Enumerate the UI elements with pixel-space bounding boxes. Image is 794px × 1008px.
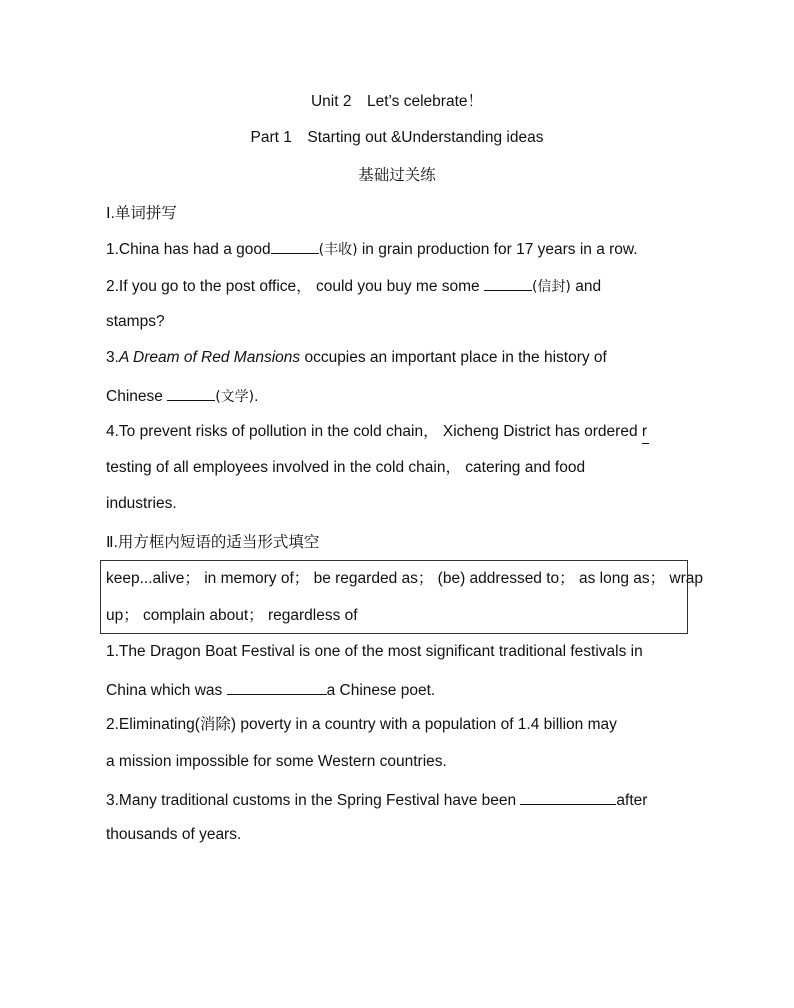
s1-q3-line2-post: . — [254, 388, 259, 405]
s1-question-3 — [106, 348, 607, 368]
phrase-box-line2: up； complain about； regardless of — [106, 607, 358, 624]
s2-q1-line2-pre: China which was — [106, 682, 227, 699]
s1-q4-line3: industries. — [106, 495, 177, 512]
phrase-box-line1: keep...alive； in memory of； be regarded as； (be) addressed to； as long as； wrap — [106, 570, 704, 587]
s1-q3-hint: (文学) — [215, 389, 255, 405]
part-title: Part 1 Starting out &Understanding ideas — [250, 129, 544, 146]
s2-q1-line1: 1.The Dragon Boat Festival is one of the most significant traditional festivals in — [106, 643, 643, 660]
s1-q4-r-blank[interactable]: r — [641, 423, 648, 440]
s1-q3-line2 — [106, 385, 258, 407]
s1-q2-pre: 2.If you go to the post office， could you buy me some — [106, 278, 484, 295]
s1-q1-pre: 1.China has had a good — [106, 241, 271, 258]
section-title: 基础过关练 — [358, 167, 436, 184]
s1-question-1 — [106, 238, 638, 260]
section2-heading: Ⅱ.用方框内短语的适当形式填空 — [106, 534, 320, 551]
s2-q1-line2-post: a Chinese poet. — [326, 682, 436, 699]
s2-q2-line2: a mission impossible for some Western countries. — [106, 753, 447, 770]
section1-heading: Ⅰ.单词拼写 — [106, 205, 177, 222]
s1-question-4 — [106, 422, 647, 442]
s1-q3-num: 3. — [106, 349, 119, 366]
s1-q2-post: and — [570, 278, 602, 295]
s2-q3-blank[interactable] — [520, 789, 616, 805]
s2-q1-line2 — [106, 679, 435, 701]
unit-title: Unit 2 Let’s celebrate！ — [310, 93, 484, 110]
s2-q3-pre: 3.Many traditional customs in the Spring Festival have been — [106, 792, 521, 809]
s1-question-2 — [106, 275, 601, 297]
s1-q4-line1: 4.To prevent risks of pollution in the cold chain， Xicheng District has ordered — [106, 423, 642, 440]
s1-q1-post: in grain production for 17 years in a row. — [357, 241, 638, 258]
s1-q3-blank[interactable] — [167, 385, 215, 401]
s1-q4-line2: testing of all employees involved in the cold chain， catering and food — [106, 459, 586, 476]
s1-q3-line2-pre: Chinese — [106, 388, 168, 405]
s1-q3-title: A Dream of Red Mansions — [118, 349, 301, 366]
s2-q3-line1 — [106, 789, 647, 811]
s2-q3-line2: thousands of years. — [106, 826, 242, 843]
s1-q2-hint: (信封) — [531, 279, 571, 295]
s1-q1-hint: (丰收) — [318, 242, 358, 258]
s1-q3-post: occupies an important place in the history of — [300, 349, 607, 366]
phrase-box — [100, 560, 704, 634]
s2-q2-line1: 2.Eliminating(消除) poverty in a country with a population of 1.4 billion may — [106, 716, 617, 733]
s1-q2-blank[interactable] — [484, 275, 532, 291]
s1-q2-line2: stamps? — [106, 313, 165, 330]
s2-q1-blank[interactable] — [227, 679, 327, 695]
s1-q1-blank[interactable] — [271, 238, 319, 254]
s2-q3-post: after — [616, 792, 648, 809]
